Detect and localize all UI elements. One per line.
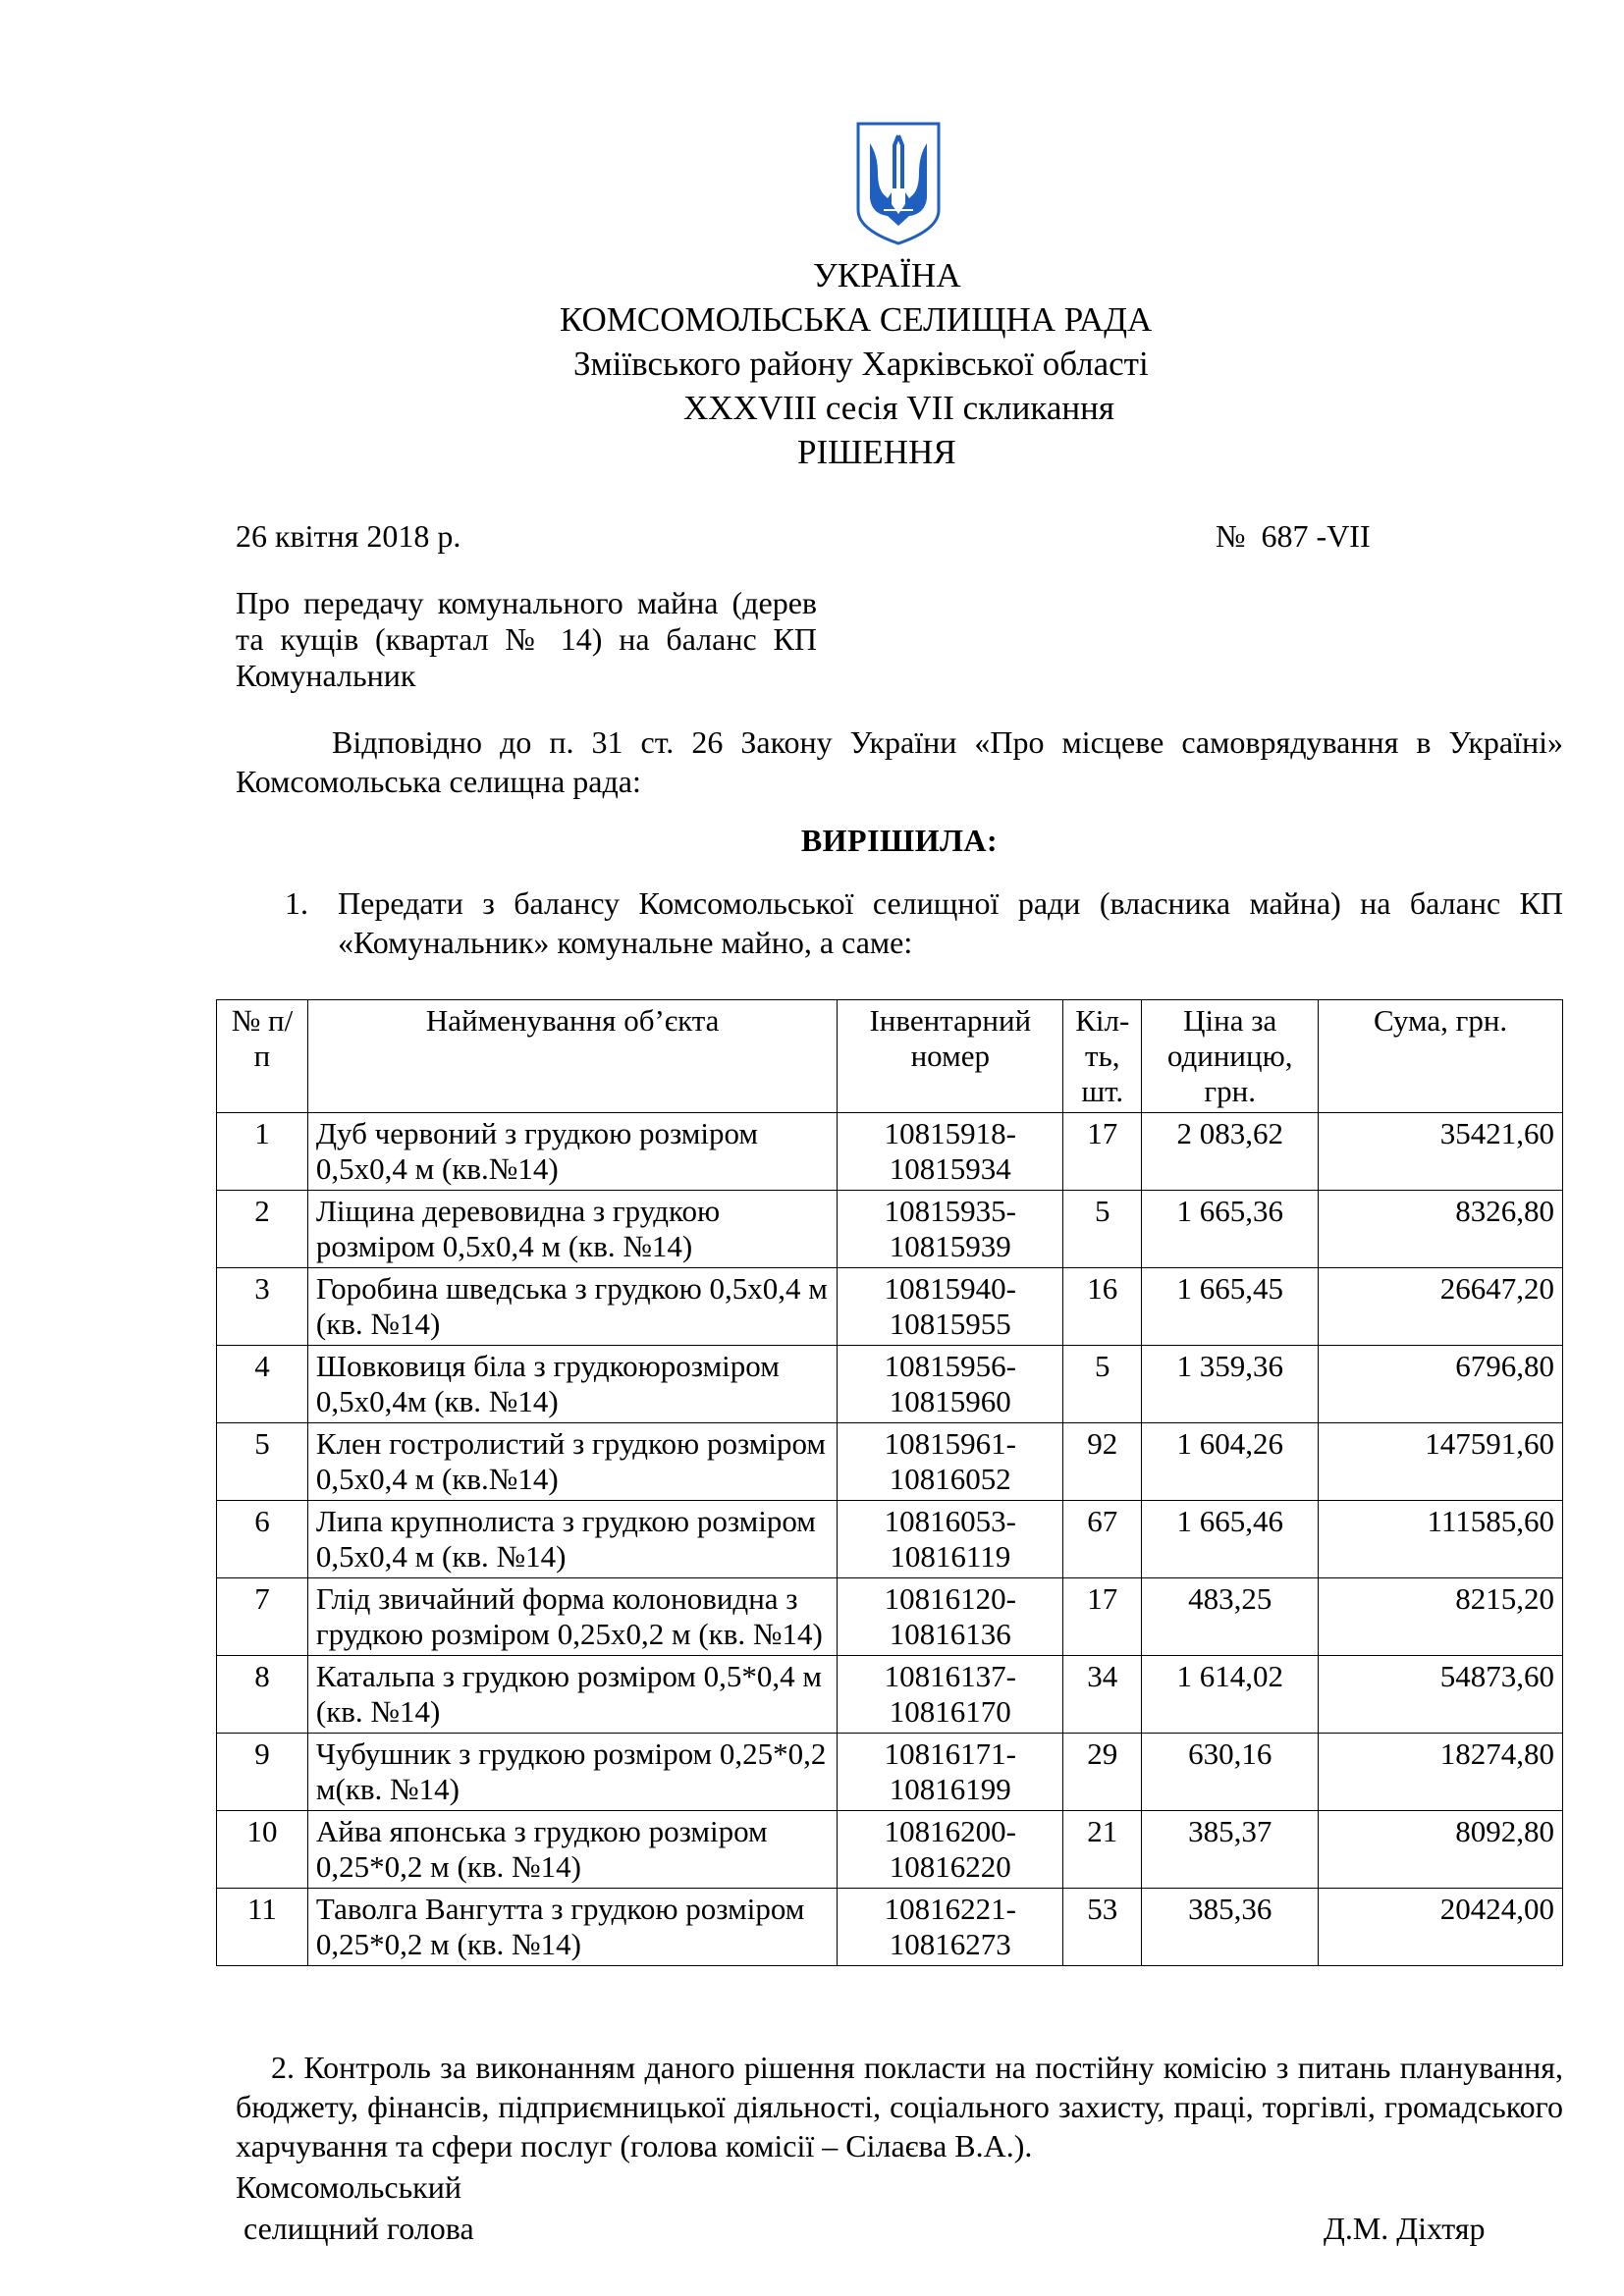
cell-price: 1 665,45 xyxy=(1142,1268,1319,1346)
col-header-inventory: Інвентарний номер xyxy=(838,1000,1063,1113)
cell-inventory: 10816120-10816136 xyxy=(838,1578,1063,1656)
table-row xyxy=(217,1268,1563,1346)
cell-name: Глід звичайний форма колоновидна з грудкою розміром 0,25х0,2 м (кв. №14) xyxy=(307,1578,837,1656)
cell-no: 2 xyxy=(217,1191,308,1268)
item-number: 1. xyxy=(285,885,308,921)
decision-date: 26 квітня 2018 р. xyxy=(236,518,461,554)
cell-sum: 8326,80 xyxy=(1319,1191,1563,1268)
cell-qty: 17 xyxy=(1063,1578,1142,1656)
cell-qty: 34 xyxy=(1063,1656,1142,1734)
document-header xyxy=(530,253,1276,474)
table-row xyxy=(217,1656,1563,1734)
cell-name: Клен гостролистий з грудкою розміром 0,5х0,4 м (кв.№14) xyxy=(307,1423,837,1501)
cell-price: 1 665,46 xyxy=(1142,1501,1319,1578)
cell-no: 9 xyxy=(217,1734,308,1811)
cell-sum: 54873,60 xyxy=(1319,1656,1563,1734)
table-row xyxy=(217,1501,1563,1578)
cell-inventory: 10815935-10815939 xyxy=(838,1191,1063,1268)
cell-qty: 5 xyxy=(1063,1346,1142,1423)
cell-no: 7 xyxy=(217,1578,308,1656)
cell-inventory: 10816137-10816170 xyxy=(838,1656,1063,1734)
district-title: Зміївського району Харківської області xyxy=(573,345,1149,383)
cell-name: Таволга Вангутта з грудкою розміром 0,25*0,2 м (кв. №14) xyxy=(307,1889,837,1966)
cell-sum: 26647,20 xyxy=(1319,1268,1563,1346)
table-row xyxy=(217,1346,1563,1423)
cell-inventory: 10815918-10815934 xyxy=(838,1113,1063,1191)
decision-number: № 687 -VII xyxy=(1216,518,1371,554)
cell-price: 385,37 xyxy=(1142,1811,1319,1889)
cell-sum: 111585,60 xyxy=(1319,1501,1563,1578)
cell-qty: 16 xyxy=(1063,1268,1142,1346)
cell-qty: 17 xyxy=(1063,1113,1142,1191)
cell-no: 6 xyxy=(217,1501,308,1578)
cell-price: 630,16 xyxy=(1142,1734,1319,1811)
table-row xyxy=(217,1734,1563,1811)
item-text: Передати з балансу Комсомольської селищної ради (власника майна) на баланс КП «Комунальник» комунальне майно, а саме: xyxy=(338,885,1563,960)
table-row xyxy=(217,1423,1563,1501)
cell-inventory: 10816200-10816220 xyxy=(838,1811,1063,1889)
col-header-no: № п/п xyxy=(217,1000,308,1113)
table-row xyxy=(217,1578,1563,1656)
table-row xyxy=(217,1811,1563,1889)
cell-no: 5 xyxy=(217,1423,308,1501)
cell-name: Катальпа з грудкою розміром 0,5*0,4 м (кв. №14) xyxy=(307,1656,837,1734)
cell-qty: 29 xyxy=(1063,1734,1142,1811)
cell-inventory: 10815956-10815960 xyxy=(838,1346,1063,1423)
cell-no: 8 xyxy=(217,1656,308,1734)
cell-name: Липа крупнолиста з грудкою розміром 0,5х0,4 м (кв. №14) xyxy=(307,1501,837,1578)
cell-price: 1 665,36 xyxy=(1142,1191,1319,1268)
cell-no: 10 xyxy=(217,1811,308,1889)
cell-qty: 53 xyxy=(1063,1889,1142,1966)
signatory-title-line1: Комсомольський xyxy=(236,2169,461,2205)
property-table xyxy=(216,999,1563,1966)
cell-price: 1 359,36 xyxy=(1142,1346,1319,1423)
cell-name: Дуб червоний з грудкою розміром 0,5х0,4 м (кв.№14) xyxy=(307,1113,837,1191)
cell-sum: 8092,80 xyxy=(1319,1811,1563,1889)
cell-name: Шовковиця біла з грудкоюрозміром 0,5х0,4м (кв. №14) xyxy=(307,1346,837,1423)
cell-sum: 8215,20 xyxy=(1319,1578,1563,1656)
cell-inventory: 10816053-10816119 xyxy=(838,1501,1063,1578)
cell-qty: 21 xyxy=(1063,1811,1142,1889)
cell-name: Айва японська з грудкою розміром 0,25*0,2 м (кв. №14) xyxy=(307,1811,837,1889)
cell-name: Чубушник з грудкою розміром 0,25*0,2 м(кв. №14) xyxy=(307,1734,837,1811)
cell-inventory: 10816171-10816199 xyxy=(838,1734,1063,1811)
cell-price: 385,36 xyxy=(1142,1889,1319,1966)
cell-qty: 92 xyxy=(1063,1423,1142,1501)
cell-no: 1 xyxy=(217,1113,308,1191)
cell-sum: 35421,60 xyxy=(1319,1113,1563,1191)
cell-qty: 67 xyxy=(1063,1501,1142,1578)
col-header-qty: Кіл-ть, шт. xyxy=(1063,1000,1142,1113)
cell-inventory: 10815961-10816052 xyxy=(838,1423,1063,1501)
cell-price: 1 614,02 xyxy=(1142,1656,1319,1734)
cell-inventory: 10816221-10816273 xyxy=(838,1889,1063,1966)
cell-no: 4 xyxy=(217,1346,308,1423)
decision-subject: Про передачу комунального майна (дерев та кущів (квартал № 14) на баланс КП Комунальник xyxy=(236,585,817,693)
decision-item-2: 2. Контроль за виконанням даного рішення покласти на постійну комісію з питань планування, бюджету, фінансів, підприємницької діяльності, соціального захисту, праці, торгівлі, громадського харчування та сфери послуг (голова комісії – Сілаєва В.А.). xyxy=(236,2050,1563,2163)
table-header-row xyxy=(217,1000,1563,1113)
session-title: XXXVIII сесія VII скликання xyxy=(683,389,1114,427)
signatory-name: Д.М. Діхтяр xyxy=(1324,2211,1486,2246)
cell-price: 2 083,62 xyxy=(1142,1113,1319,1191)
country-title: УКРАЇНА xyxy=(813,256,961,294)
table-row xyxy=(217,1191,1563,1268)
cell-no: 3 xyxy=(217,1268,308,1346)
table-row xyxy=(217,1889,1563,1966)
cell-price: 1 604,26 xyxy=(1142,1423,1319,1501)
signatory-title-line2: селищний голова xyxy=(244,2211,474,2246)
cell-no: 11 xyxy=(217,1889,308,1966)
trident-coat-of-arms-icon xyxy=(854,120,943,247)
col-header-price: Ціна за одиницю, грн. xyxy=(1142,1000,1319,1113)
decided-heading: ВИРІШИЛА: xyxy=(800,823,999,858)
cell-sum: 18274,80 xyxy=(1319,1734,1563,1811)
cell-sum: 6796,80 xyxy=(1319,1346,1563,1423)
document-type: РІШЕННЯ xyxy=(797,433,956,471)
cell-price: 483,25 xyxy=(1142,1578,1319,1656)
cell-name: Горобина шведська з грудкою 0,5х0,4 м (кв. №14) xyxy=(307,1268,837,1346)
table-row xyxy=(217,1113,1563,1191)
council-title: КОМСОМОЛЬСЬКА СЕЛИЩНА РАДА xyxy=(560,300,1153,339)
cell-inventory: 10815940-10815955 xyxy=(838,1268,1063,1346)
col-header-name: Найменування об’єкта xyxy=(307,1000,837,1113)
decision-item-1 xyxy=(285,883,1563,962)
legal-basis-paragraph: Відповідно до п. 31 ст. 26 Закону України «Про місцеве самоврядування в Україні» Комсомольська селищна рада: xyxy=(236,724,1563,799)
cell-sum: 20424,00 xyxy=(1319,1889,1563,1966)
cell-name: Ліщина деревовидна з грудкою розміром 0,5х0,4 м (кв. №14) xyxy=(307,1191,837,1268)
cell-sum: 147591,60 xyxy=(1319,1423,1563,1501)
cell-qty: 5 xyxy=(1063,1191,1142,1268)
col-header-sum: Сума, грн. xyxy=(1319,1000,1563,1113)
